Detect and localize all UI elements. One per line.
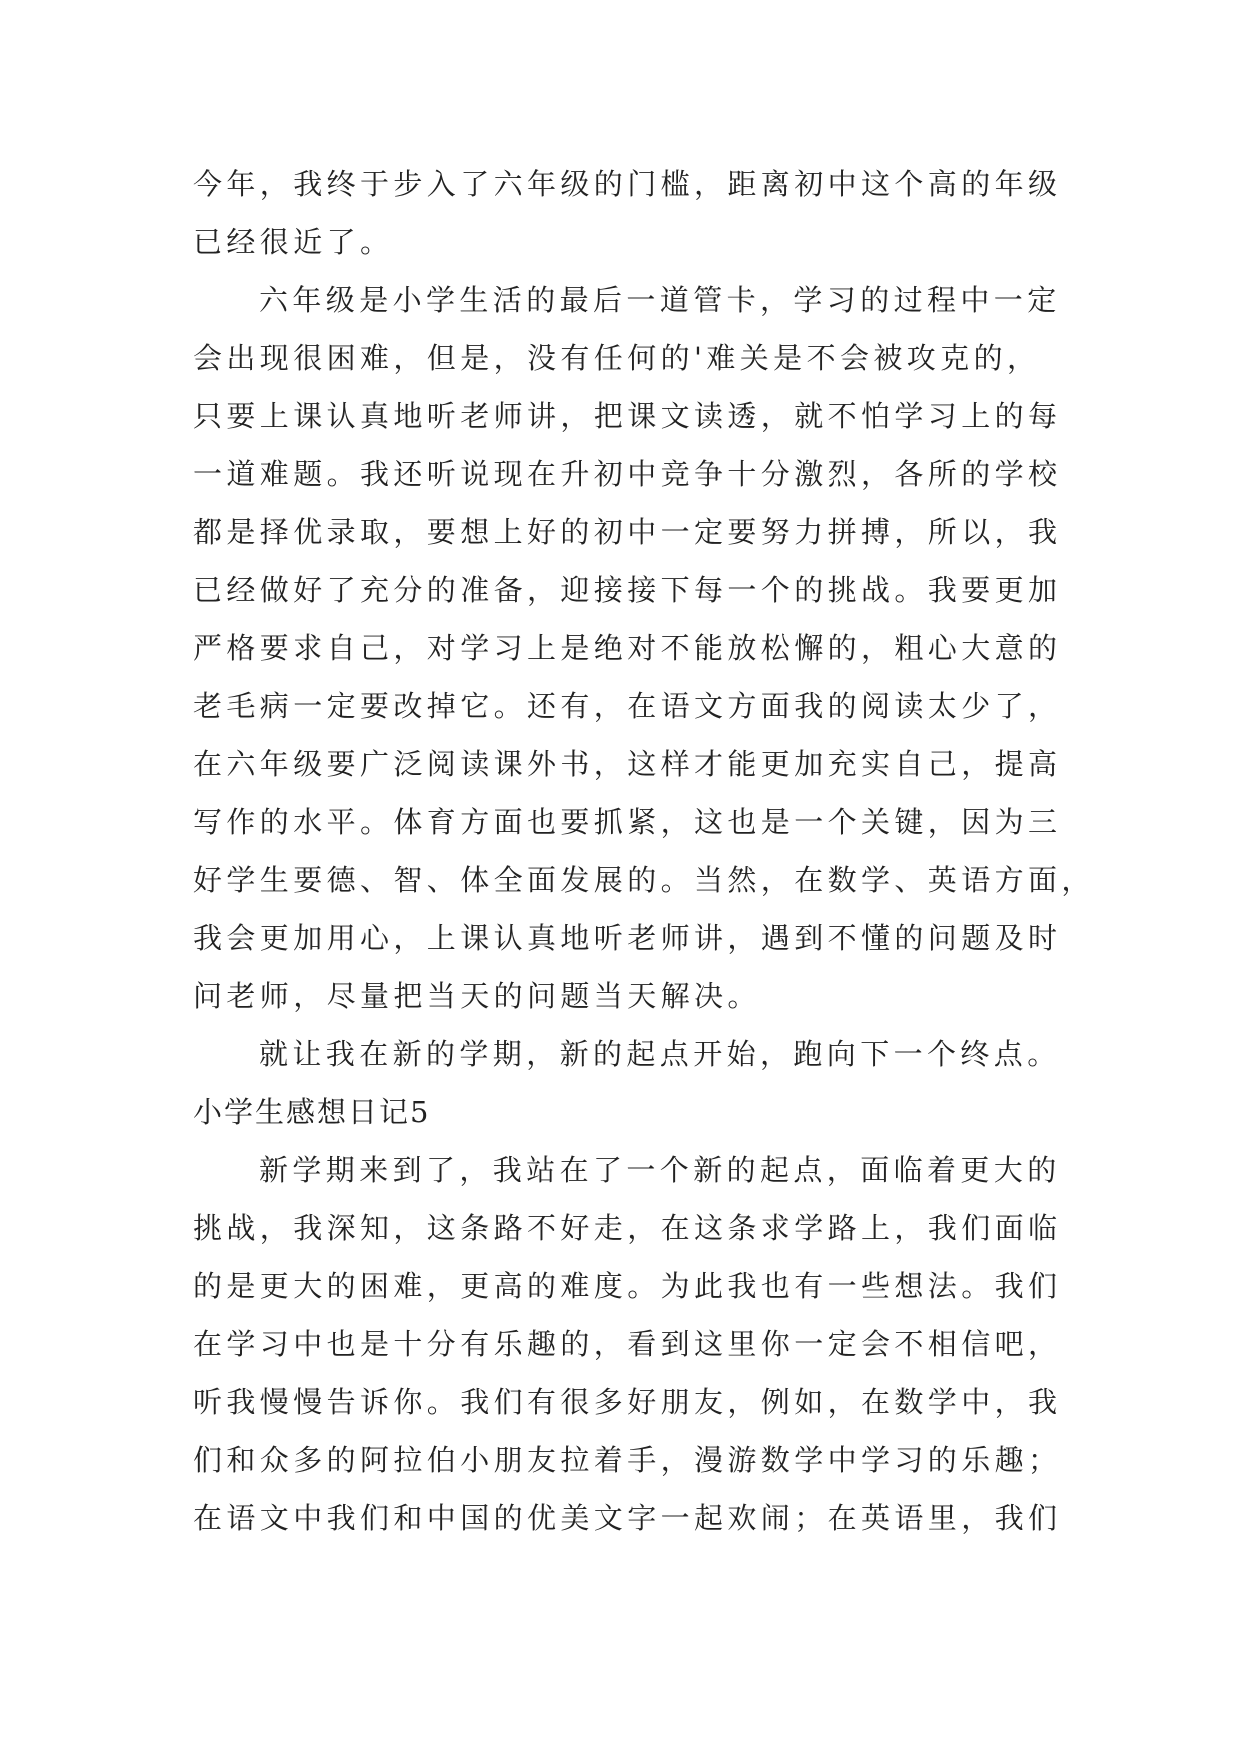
text-line: 只要上课认真地听老师讲，把课文读透，就不怕学习上的每 bbox=[193, 399, 1062, 433]
text-line: 老毛病一定要改掉它。还有，在语文方面我的阅读太少了， bbox=[193, 689, 1062, 723]
text-line: 就让我在新的学期，新的起点开始，跑向下一个终点。 bbox=[259, 1037, 1061, 1071]
text-line: 问老师，尽量把当天的问题当天解决。 bbox=[193, 979, 761, 1013]
text-line: 听我慢慢告诉你。我们有很多好朋友，例如，在数学中，我 bbox=[193, 1385, 1062, 1419]
section-heading: 小学生感想日记5 bbox=[193, 1095, 431, 1129]
text-line: 六年级是小学生活的最后一道管卡，学习的过程中一定 bbox=[259, 283, 1061, 317]
text-line: 新学期来到了，我站在了一个新的起点，面临着更大的 bbox=[259, 1153, 1061, 1187]
text-line: 今年，我终于步入了六年级的门槛，距离初中这个高的年级 bbox=[193, 167, 1062, 201]
text-line: 已经很近了。 bbox=[193, 225, 394, 259]
text-line: 一道难题。我还听说现在升初中竞争十分激烈，各所的学校 bbox=[193, 457, 1062, 491]
text-line: 在六年级要广泛阅读课外书，这样才能更加充实自己，提高 bbox=[193, 747, 1062, 781]
document-body bbox=[193, 155, 1095, 1547]
text-line: 好学生要德、智、体全面发展的。当然，在数学、英语方面， bbox=[193, 863, 1095, 897]
text-line: 我会更加用心，上课认真地听老师讲，遇到不懂的问题及时 bbox=[193, 921, 1062, 955]
text-line: 们和众多的阿拉伯小朋友拉着手，漫游数学中学习的乐趣； bbox=[193, 1443, 1062, 1477]
text-line: 会出现很困难，但是，没有任何的'难关是不会被攻克的， bbox=[193, 341, 1041, 375]
text-line: 严格要求自己，对学习上是绝对不能放松懈的，粗心大意的 bbox=[193, 631, 1062, 665]
text-line: 在学习中也是十分有乐趣的，看到这里你一定会不相信吧， bbox=[193, 1327, 1062, 1361]
text-line: 在语文中我们和中国的优美文字一起欢闹；在英语里，我们 bbox=[193, 1501, 1062, 1535]
text-line: 已经做好了充分的准备，迎接接下每一个的挑战。我要更加 bbox=[193, 573, 1062, 607]
text-line: 写作的水平。体育方面也要抓紧，这也是一个关键，因为三 bbox=[193, 805, 1062, 839]
text-line: 的是更大的困难，更高的难度。为此我也有一些想法。我们 bbox=[193, 1269, 1062, 1303]
text-line: 挑战，我深知，这条路不好走，在这条求学路上，我们面临 bbox=[193, 1211, 1062, 1245]
text-line: 都是择优录取，要想上好的初中一定要努力拼搏，所以，我 bbox=[193, 515, 1062, 549]
